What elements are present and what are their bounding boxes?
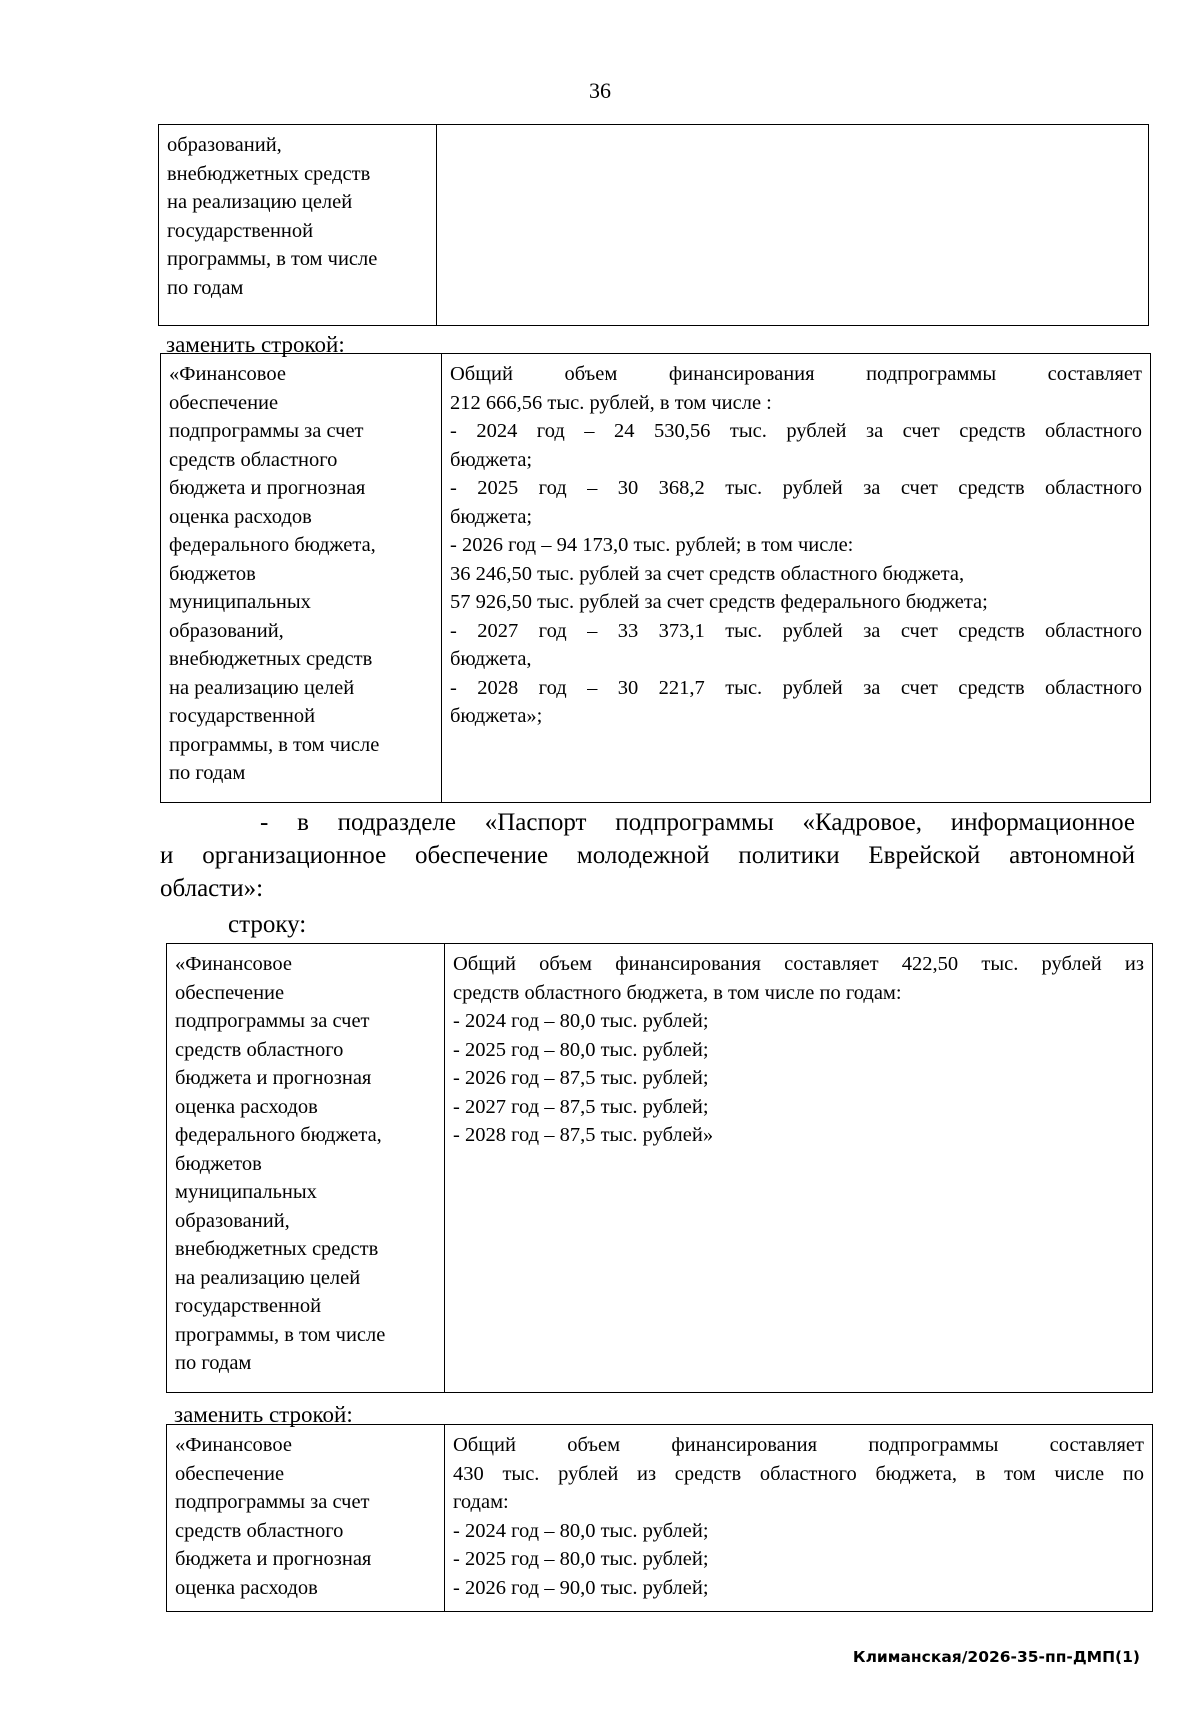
value-line: - 2025 год – 80,0 тыс. рублей; — [453, 1038, 709, 1061]
label-line: бюджета и прогнозная — [175, 1067, 372, 1089]
value-line: - 2025 год – 30 368,2 тыс. рублей за счет средств областного — [450, 477, 1142, 499]
table-row — [159, 125, 1149, 326]
table-cell-value — [437, 125, 1149, 326]
table-replacement-1 — [160, 353, 1151, 803]
label-line: программы, в том числе — [175, 1323, 386, 1346]
label-line: бюджетов — [175, 1152, 262, 1175]
table-original-2 — [166, 943, 1153, 1393]
label-line: по годам — [167, 276, 244, 299]
table-row — [167, 944, 1153, 1393]
label-line: обеспечение — [175, 1462, 285, 1485]
value-line: - 2025 год – 80,0 тыс. рублей; — [453, 1548, 709, 1570]
label-line: федерального бюджета, — [169, 534, 376, 556]
label-line: обеспечение — [175, 981, 285, 1004]
value-line: - 2027 год – 87,5 тыс. рублей; — [453, 1095, 709, 1118]
label-line: по годам — [169, 762, 246, 784]
label-line: подпрограммы за счет — [175, 1010, 370, 1032]
value-line: - 2024 год – 24 530,56 тыс. рублей за счет средств областного — [450, 420, 1142, 442]
paragraph-subsection — [160, 806, 1135, 905]
value-line: годам: — [453, 1491, 509, 1513]
paragraph-line: и организационное обеспечение молодежной политики Еврейской автономной — [160, 842, 1135, 869]
label-line: государственной — [167, 219, 314, 242]
value-line: 212 666,56 тыс. рублей, в том числе : — [450, 391, 772, 414]
label-line: программы, в том числе — [169, 733, 380, 756]
caption-row: строку: — [228, 911, 307, 938]
value-line: Общий объем финансирования подпрограммы составляет — [450, 363, 1142, 385]
value-line: - 2027 год – 33 373,1 тыс. рублей за счет средств областного — [450, 619, 1142, 642]
label-line: оценка расходов — [175, 1095, 318, 1118]
value-line: - 2028 год – 30 221,7 тыс. рублей за счет средств областного — [450, 676, 1142, 699]
table-cell-label — [167, 944, 445, 1393]
table-cell-value — [445, 1425, 1153, 1612]
paragraph-line: - в подразделе «Паспорт подпрограммы «Кадровое, информационное — [260, 809, 1135, 836]
label-line: муниципальных — [169, 591, 311, 613]
value-line: бюджета; — [450, 505, 533, 528]
label-line: внебюджетных средств — [167, 162, 371, 185]
label-line: государственной — [175, 1295, 322, 1317]
label-line: образований, — [167, 134, 282, 156]
value-line: - 2028 год – 87,5 тыс. рублей» — [453, 1124, 714, 1146]
label-line: оценка расходов — [175, 1576, 318, 1599]
value-line: Общий объем финансирования составляет 422,50 тыс. рублей из — [453, 953, 1144, 975]
table-cell-value — [442, 354, 1151, 803]
label-line: муниципальных — [175, 1181, 317, 1203]
label-line: образований, — [169, 619, 284, 642]
label-line: на реализацию целей — [175, 1266, 361, 1289]
value-line: 430 тыс. рублей из средств областного бюджета, в том числе по — [453, 1462, 1144, 1485]
table-cell-label — [167, 1425, 445, 1612]
value-line: - 2026 год – 87,5 тыс. рублей; — [453, 1067, 709, 1089]
label-line: на реализацию целей — [167, 191, 353, 213]
table-cell-value — [445, 944, 1153, 1393]
table-cell-label — [159, 125, 437, 326]
label-line: государственной — [169, 705, 316, 727]
page-number: 36 — [589, 78, 611, 103]
value-line: - 2024 год – 80,0 тыс. рублей; — [453, 1010, 709, 1032]
label-line: подпрограммы за счет — [169, 420, 364, 442]
value-line: средств областного бюджета, в том числе по годам: — [453, 981, 902, 1004]
value-line: бюджета, — [450, 648, 532, 670]
caption-replace-2: заменить строкой: — [174, 1402, 353, 1427]
document-reference: Климанская/2026-35-пп-ДМП(1) — [852, 1648, 1140, 1666]
label-line: средств областного — [169, 448, 338, 471]
label-line: «Финансовое — [169, 363, 286, 385]
value-line: бюджета; — [450, 448, 533, 471]
table-cell-label — [161, 354, 442, 803]
label-line: программы, в том числе — [167, 248, 378, 270]
label-line: подпрограммы за счет — [175, 1491, 370, 1513]
label-line: оценка расходов — [169, 505, 312, 528]
value-line: - 2026 год – 90,0 тыс. рублей; — [453, 1576, 709, 1599]
table-row — [167, 1425, 1153, 1612]
value-line: 36 246,50 тыс. рублей за счет средств областного бюджета, — [450, 562, 965, 585]
label-line: федерального бюджета, — [175, 1124, 382, 1146]
value-line: - 2026 год – 94 173,0 тыс. рублей; в том числе: — [450, 534, 854, 556]
label-line: бюджета и прогнозная — [175, 1548, 372, 1570]
label-line: обеспечение — [169, 391, 279, 414]
label-line: по годам — [175, 1352, 252, 1374]
label-line: средств областного — [175, 1519, 344, 1542]
caption-replace-1: заменить строкой: — [166, 332, 345, 357]
label-line: «Финансовое — [175, 953, 292, 975]
label-line: бюджета и прогнозная — [169, 477, 366, 499]
value-line: 57 926,50 тыс. рублей за счет средств федерального бюджета; — [450, 591, 988, 613]
paragraph-line: области»: — [160, 875, 264, 902]
label-line: бюджетов — [169, 562, 256, 585]
label-line: внебюджетных средств — [175, 1238, 379, 1260]
table-replacement-2 — [166, 1424, 1153, 1612]
label-line: средств областного — [175, 1038, 344, 1061]
value-line: - 2024 год – 80,0 тыс. рублей; — [453, 1519, 709, 1542]
label-line: на реализацию целей — [169, 676, 355, 699]
table-row — [161, 354, 1151, 803]
table-continuation — [158, 124, 1149, 326]
value-line: бюджета»; — [450, 705, 543, 727]
label-line: «Финансовое — [175, 1434, 292, 1456]
label-line: внебюджетных средств — [169, 648, 373, 670]
value-line: Общий объем финансирования подпрограммы составляет — [453, 1434, 1144, 1456]
label-line: образований, — [175, 1209, 290, 1232]
